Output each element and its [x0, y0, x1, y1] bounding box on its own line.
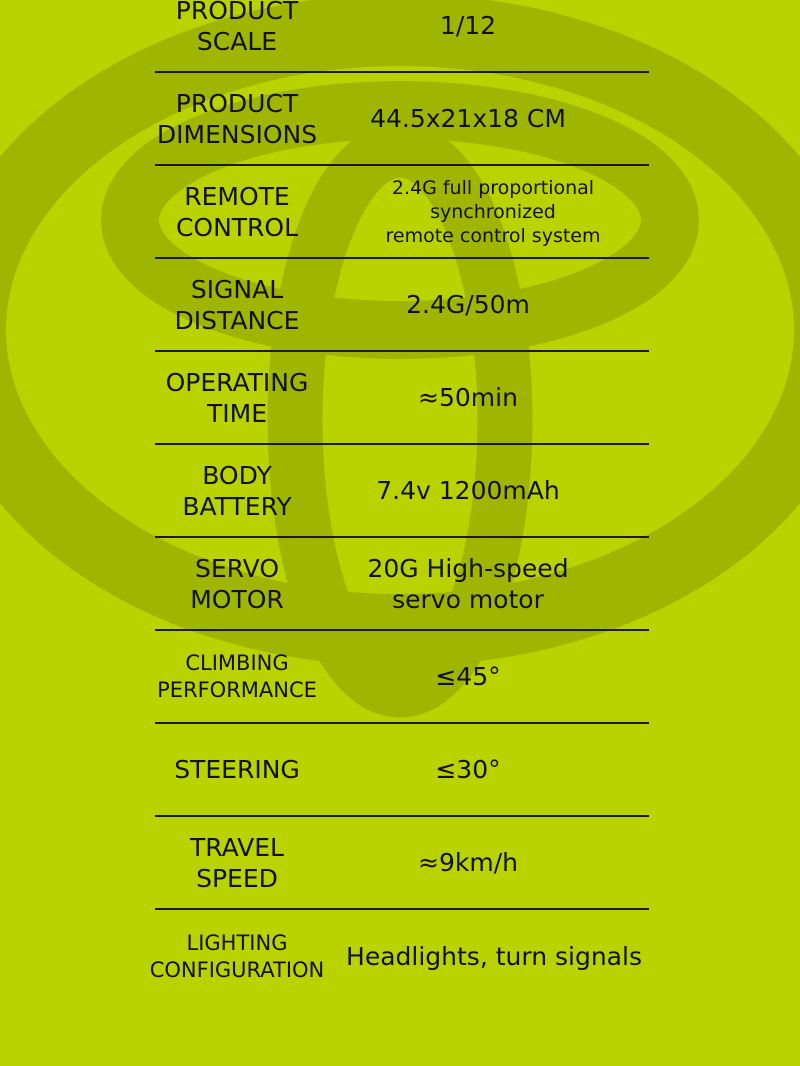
spec-label: REMOTE CONTROL [175, 181, 299, 242]
spec-value: ≈50min [418, 383, 518, 412]
spec-row-product-scale [155, 0, 649, 73]
spec-label: SERVO MOTOR [190, 553, 284, 614]
spec-row-lighting-configuration [149, 910, 649, 1003]
spec-value: 2.4G full proportional synchronized remote control system [385, 176, 601, 247]
spec-label: LIGHTING CONFIGURATION [149, 930, 325, 982]
spec-value: ≤45° [435, 662, 501, 691]
spec-row-body-battery [155, 445, 649, 538]
spec-row-product-dimensions [155, 73, 649, 166]
spec-label: OPERATING TIME [165, 367, 309, 428]
spec-value: 1/12 [439, 11, 497, 40]
spec-row-travel-speed [155, 817, 649, 910]
spec-value: ≤30° [435, 755, 501, 784]
spec-value: 20G High-speed servo motor [367, 553, 569, 614]
spec-value: ≈9km/h [418, 848, 518, 877]
spec-label: BODY BATTERY [182, 460, 292, 521]
spec-value: Headlights, turn signals [346, 942, 642, 971]
spec-row-signal-distance [155, 259, 649, 352]
spec-label: TRAVEL SPEED [190, 832, 284, 893]
spec-label: CLIMBING PERFORMANCE [157, 650, 317, 702]
spec-value: 44.5x21x18 CM [370, 104, 566, 133]
spec-label: SIGNAL DISTANCE [174, 274, 300, 335]
spec-label: STEERING [174, 755, 300, 784]
spec-row-remote-control [155, 166, 649, 259]
spec-row-operating-time [155, 352, 649, 445]
spec-label: PRODUCT SCALE [175, 0, 299, 56]
spec-label: PRODUCT DIMENSIONS [156, 88, 318, 149]
spec-table [149, 0, 649, 1003]
spec-row-servo-motor [155, 538, 649, 631]
spec-value: 7.4v 1200mAh [376, 476, 560, 505]
spec-value: 2.4G/50m [406, 290, 530, 319]
spec-row-climbing-performance [155, 631, 649, 724]
spec-row-steering [155, 724, 649, 817]
